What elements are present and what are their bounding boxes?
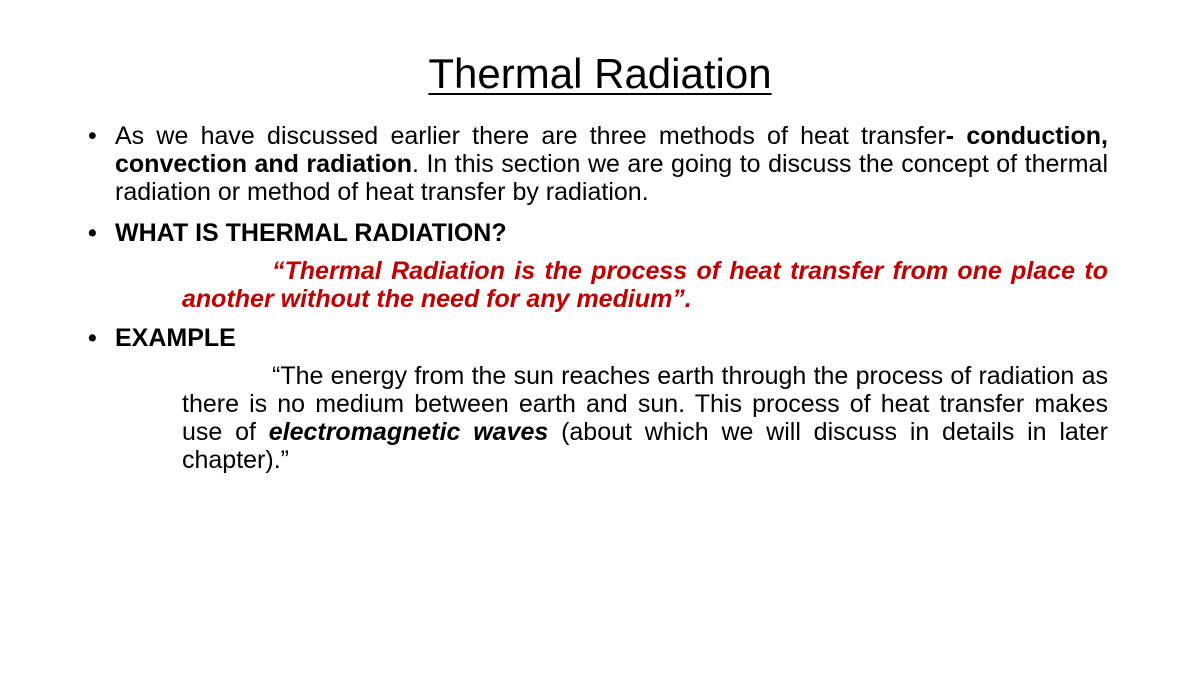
intro-dash: -: [945, 122, 955, 150]
intro-methods-bold: conduction, convection and radiation: [115, 122, 1108, 178]
bullet-dot: •: [88, 219, 97, 247]
example-text-start: “The energy from the sun reaches earth through the process of radiation as there is no medium between earth and sun. This process of heat transfer makes use of: [182, 362, 1108, 446]
bullet-dot: •: [88, 324, 97, 352]
example-paragraph: [182, 362, 1108, 474]
bullet-intro: [88, 122, 1108, 206]
bullet-question: [88, 219, 1108, 247]
example-text-end: (about which we will discuss in details in later chapter).”: [182, 418, 1108, 474]
intro-text-end: . In this section we are going to discuss the concept of thermal radiation or method of heat transfer by radiation.: [115, 150, 1108, 206]
intro-text-start: As we have discussed earlier there are three methods of heat transfer: [115, 122, 946, 150]
slide-title: [0, 46, 1200, 102]
slide-content: [88, 122, 1108, 474]
slide-title-text: Thermal Radiation: [428, 50, 772, 97]
example-emphasis: electromagnetic waves: [268, 418, 549, 446]
example-heading: EXAMPLE: [115, 324, 236, 352]
definition-quote: “Thermal Radiation is the process of heat transfer from one place to another without the need for any medium”.: [182, 257, 1108, 313]
question-heading: WHAT IS THERMAL RADIATION?: [115, 219, 507, 247]
bullet-dot: •: [88, 122, 97, 150]
bullet-example: [88, 324, 1108, 352]
